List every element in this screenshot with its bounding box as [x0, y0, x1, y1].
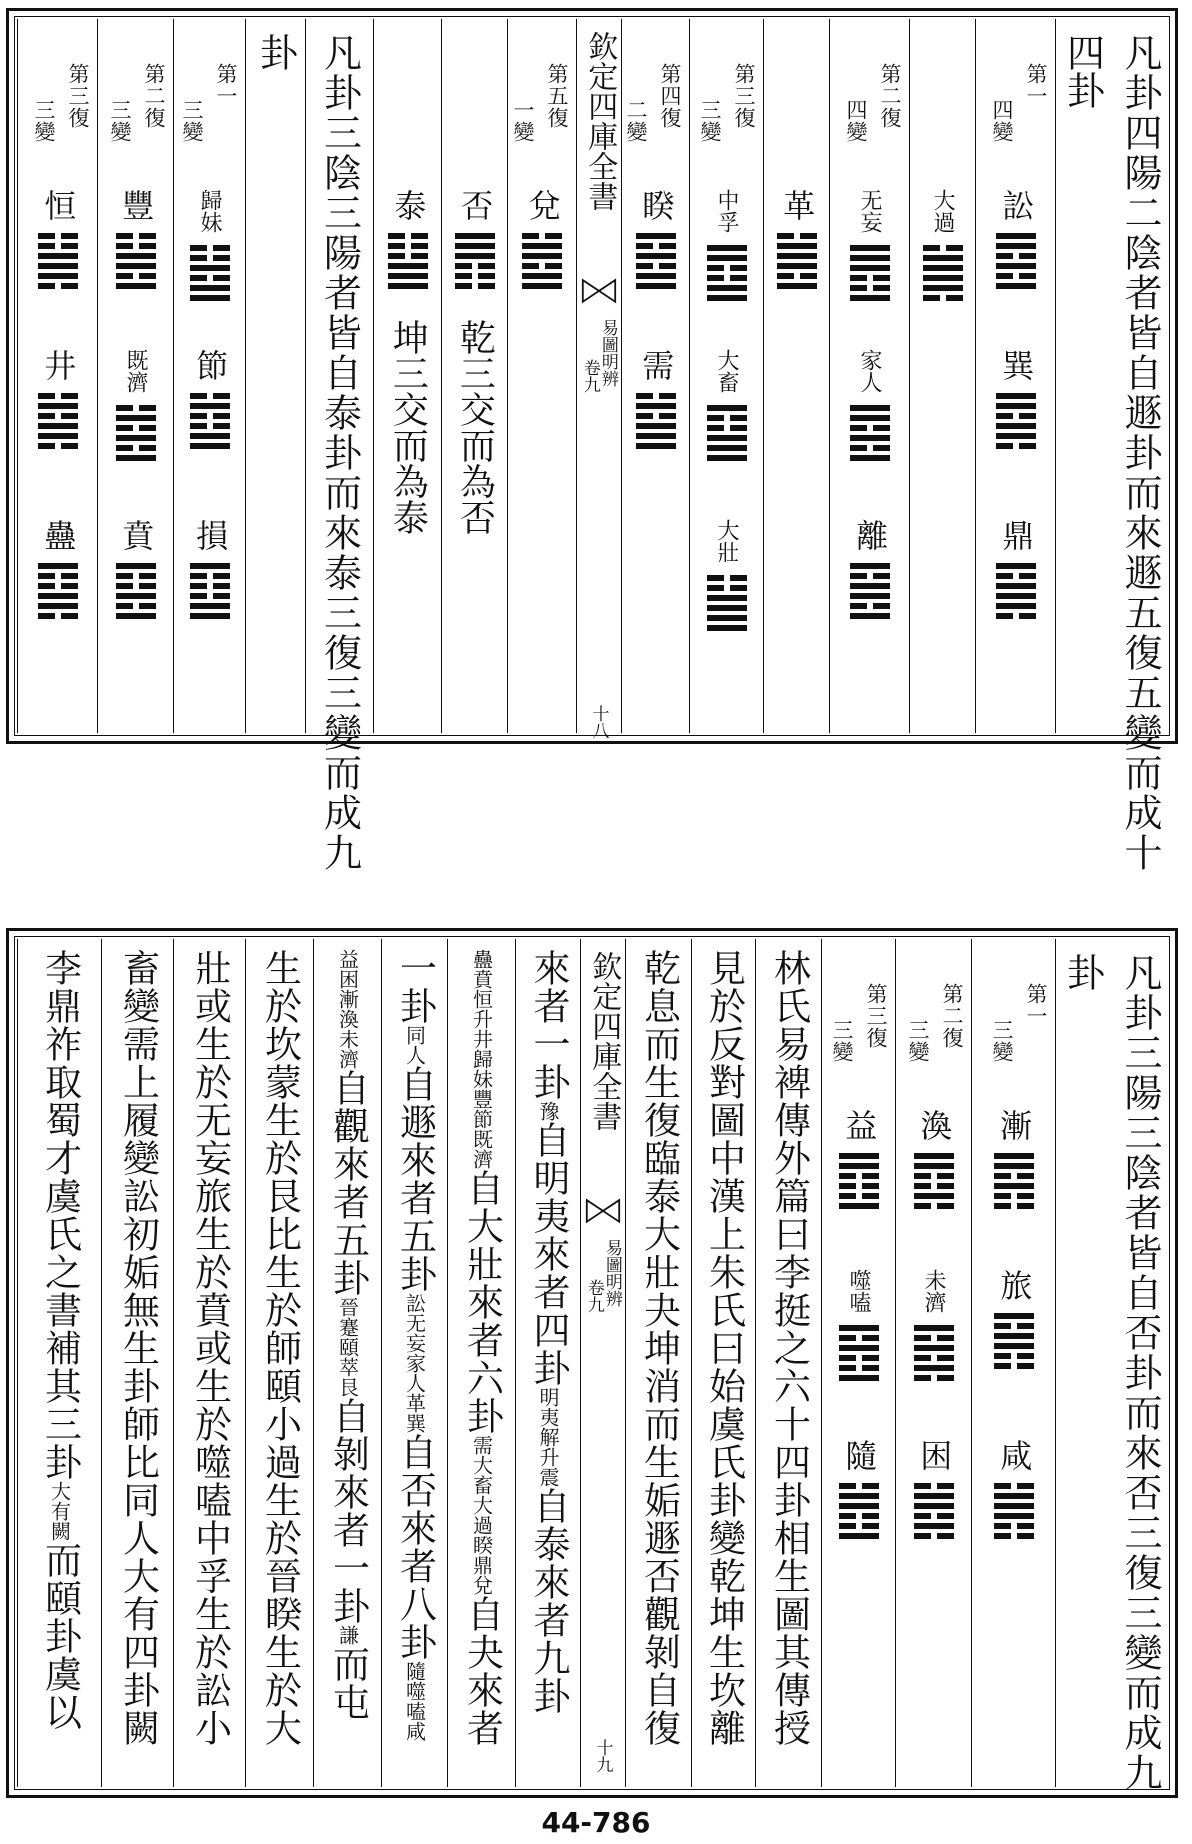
- hexagram-name: 大過: [930, 189, 956, 233]
- bottom-col-12-b: 自觀來者五卦: [326, 1069, 370, 1297]
- hexagram-name: 困: [915, 1439, 954, 1471]
- change-count-label: 一變: [511, 99, 535, 143]
- hexagram-name: 革: [778, 189, 817, 221]
- hexagram-name: 未濟: [921, 1269, 947, 1313]
- top-col-15: [97, 19, 173, 733]
- top-col-11: [373, 19, 441, 733]
- hexagram-icon: [38, 563, 78, 623]
- hexagram-name: 大壯: [714, 519, 740, 563]
- bottom-col-16-text: [40, 949, 80, 1731]
- top-col-10: [441, 19, 507, 733]
- change-count-label: 三變: [990, 1019, 1014, 1063]
- hexagram-name: 咸: [995, 1439, 1034, 1471]
- bottom-col-10-text: [462, 949, 502, 1747]
- top-col-9: [507, 19, 576, 733]
- bottom-col-10-c: 自夬來者: [460, 1595, 504, 1747]
- hexagram-name: 否: [456, 189, 495, 221]
- bottom-col-7: [691, 939, 755, 1787]
- top-col-14: [173, 19, 245, 733]
- top-col-8: [621, 19, 689, 733]
- bottom-col-12-d: 而屯: [326, 1645, 370, 1721]
- step-label: 第一: [1024, 983, 1048, 1027]
- hexagram-icon: [850, 405, 890, 465]
- change-count-label: 四變: [990, 99, 1014, 143]
- bottom-col-14-text: 壯或生於无妄旅生於賁或生於噬嗑中孚生於訟小: [188, 949, 232, 1747]
- step-label: 第三復: [732, 63, 756, 129]
- hexagram-name: 損: [191, 519, 230, 551]
- bottom-col-13: [245, 939, 313, 1787]
- change-count-label: 三變: [180, 99, 204, 143]
- change-count-label: 三變: [698, 99, 722, 143]
- hexagram-name: 巽: [997, 349, 1036, 381]
- step-label: 第一: [214, 63, 238, 107]
- step-label: 第二復: [142, 63, 166, 129]
- hexagram-icon: [994, 1313, 1034, 1373]
- hexagram-name: 无妄: [857, 189, 883, 233]
- hexagram-name: 中孚: [714, 189, 740, 233]
- hexagram-name: 豐: [117, 189, 156, 221]
- hexagram-name: 需: [637, 349, 676, 381]
- top-col-2-head: 四卦: [1060, 33, 1105, 109]
- top-col-13-head: 卦: [253, 33, 298, 71]
- bottom-col-3: [971, 939, 1055, 1787]
- bottom-col-2-head: 卦: [1060, 953, 1105, 991]
- step-label: 第二復: [878, 63, 902, 129]
- bottom-col-11-b: 自遯來者五卦: [393, 1065, 437, 1293]
- hexagram-name: 家人: [857, 349, 883, 393]
- bottom-col-9-a: 來者一卦: [526, 949, 570, 1101]
- top-col-12-text: 凡卦三陰三陽者皆自泰卦而來泰三復三變而成九: [317, 33, 362, 873]
- bottom-center-page: 十九: [592, 1739, 613, 1773]
- bottom-col-6: [755, 939, 821, 1787]
- hexagram-icon: [777, 233, 817, 293]
- hexagram-icon: [850, 245, 890, 305]
- top-col-5: [829, 19, 909, 733]
- change-count-label: 三變: [32, 99, 56, 143]
- top-col-1: [1109, 19, 1171, 873]
- hexagram-icon: [994, 1483, 1034, 1543]
- top-col-2: [1055, 19, 1109, 733]
- hexagram-name: 漸: [995, 1109, 1034, 1141]
- change-count-label: 三變: [830, 1019, 854, 1063]
- hexagram-name: 睽: [637, 189, 676, 221]
- hexagram-icon: [707, 405, 747, 465]
- hexagram-icon: [116, 563, 156, 623]
- step-label: 第四復: [658, 63, 682, 129]
- change-count-label: 三變: [108, 99, 132, 143]
- hexagram-icon: [839, 1325, 879, 1385]
- bottom-col-2: [1055, 939, 1109, 1787]
- hexagram-name: 大畜: [714, 349, 740, 393]
- top-col-13: [245, 19, 305, 733]
- bottom-col-13-text: 生於坎蒙生於艮比生於師頤小過生於晉睽生於大: [258, 949, 302, 1747]
- hexagram-icon: [707, 575, 747, 635]
- step-label: 第三復: [864, 983, 888, 1049]
- hexagram-name: 賁: [117, 519, 156, 551]
- hexagram-name: 旅: [995, 1269, 1034, 1301]
- bottom-col-15: [101, 939, 173, 1787]
- top-col-6: [763, 19, 829, 733]
- bottom-col-8: [625, 939, 691, 1787]
- hexagram-icon: [522, 233, 562, 293]
- hexagram-name: 噬嗑: [846, 1269, 872, 1313]
- bottom-col-4: [895, 939, 971, 1787]
- hexagram-icon: [707, 245, 747, 305]
- bottom-col-16: [17, 939, 101, 1787]
- hexagram-icon: [190, 245, 230, 305]
- bottom-col-6-text: 林氏易裨傳外篇曰李挺之六十四卦相生圖其傳授: [767, 949, 811, 1747]
- hexagram-icon: [38, 233, 78, 293]
- bottom-col-9-note-1: 豫: [535, 1101, 560, 1121]
- top-fishtail-icon: [581, 273, 617, 307]
- top-center-column: [576, 19, 621, 739]
- page-number: 44-786: [541, 1806, 651, 1839]
- hexagram-icon: [996, 233, 1036, 293]
- bottom-col-12-note-3: 謙: [335, 1625, 360, 1645]
- hexagram-name: 訟: [997, 189, 1036, 221]
- hexagram-icon: [996, 563, 1036, 623]
- hexagram-icon: [116, 233, 156, 293]
- hexagram-name: 蠱: [39, 519, 78, 551]
- change-count-label: 三變: [906, 1019, 930, 1063]
- hexagram-name: 既濟: [123, 349, 149, 393]
- top-page: [6, 8, 1178, 873]
- bottom-center-column: [580, 939, 625, 1787]
- hexagram-icon: [839, 1483, 879, 1543]
- hexagram-icon: [923, 245, 963, 305]
- hexagram-name: 鼎: [997, 519, 1036, 551]
- bottom-center-volume: 卷九: [583, 1279, 604, 1313]
- bottom-col-12: [313, 939, 381, 1787]
- hexagram-icon: [996, 393, 1036, 453]
- bottom-col-7-text: 見於反對圖中漢上朱氏曰始虞氏卦變乾坤生坎離: [702, 949, 746, 1747]
- bottom-col-12-note-2: 晉蹇頤萃艮: [335, 1297, 360, 1397]
- bottom-col-10-note-2: 需大畜大過睽鼎兌: [469, 1435, 494, 1595]
- hexagram-icon: [455, 233, 495, 293]
- bottom-col-1: [1109, 939, 1171, 1793]
- bottom-col-12-c: 自剝來者一卦: [326, 1397, 370, 1625]
- change-count-label: 四變: [844, 99, 868, 143]
- hexagram-icon: [636, 393, 676, 453]
- bottom-col-12-note-0: 益困漸渙未濟: [335, 949, 360, 1069]
- bottom-col-11-a: 一卦: [393, 949, 437, 1025]
- hexagram-name: 離: [851, 519, 890, 551]
- bottom-col-9-note-2: 明夷解升震: [535, 1387, 560, 1487]
- hexagram-icon: [190, 563, 230, 623]
- hexagram-icon: [839, 1153, 879, 1213]
- bottom-col-16-a: 李鼎祚取蜀才虞氏之書補其三卦: [38, 949, 82, 1481]
- top-col-3: [975, 19, 1055, 733]
- hexagram-icon: [914, 1483, 954, 1543]
- hexagram-name: 渙: [915, 1109, 954, 1141]
- hexagram-comment: 坤三交而為泰: [387, 319, 429, 535]
- bottom-col-1-text: 凡卦三陽三陰者皆自否卦而來否三復三變而成九: [1118, 953, 1162, 1793]
- top-col-4: [909, 19, 975, 733]
- hexagram-name: 兌: [523, 189, 562, 221]
- bottom-col-15-text: 畜變需上履變訟初姤無生卦師比同人大有四卦闕: [116, 949, 160, 1747]
- bottom-col-9-c: 自泰來者九卦: [526, 1487, 570, 1715]
- bottom-col-9: [515, 939, 580, 1787]
- step-label: 第五復: [545, 63, 569, 129]
- hexagram-name: 益: [840, 1109, 879, 1141]
- hexagram-icon: [914, 1325, 954, 1385]
- top-center-volume: 卷九: [579, 359, 600, 393]
- hexagram-icon: [850, 563, 890, 623]
- bottom-col-11-note-3: 隨噬嗑咸: [402, 1661, 427, 1741]
- bottom-fishtail-icon: [585, 1193, 621, 1227]
- hexagram-icon: [914, 1153, 954, 1213]
- bottom-center-book: 易圖明辨: [601, 1239, 622, 1307]
- top-center-book: 易圖明辨: [597, 319, 618, 387]
- change-count-label: 二變: [624, 99, 648, 143]
- hexagram-icon: [38, 393, 78, 453]
- bottom-col-9-b: 自明夷來者四卦: [526, 1121, 570, 1387]
- hexagram-name: 隨: [840, 1439, 879, 1471]
- hexagram-name: 歸妹: [197, 189, 223, 233]
- top-center-title: 欽定四庫全書: [582, 31, 618, 211]
- bottom-col-11-note-2: 訟无妄家人革巽: [402, 1293, 427, 1433]
- top-center-page: 十八: [588, 705, 609, 739]
- bottom-col-16-b: 而頤卦虞以: [38, 1541, 82, 1731]
- hexagram-name: 泰: [389, 189, 428, 221]
- bottom-col-11-note-1: 同人: [402, 1025, 427, 1065]
- bottom-page: [6, 928, 1178, 1798]
- bottom-col-10-note-0: 蠱賁恒升井歸妹豐節既濟: [469, 949, 494, 1169]
- bottom-col-12-text: [328, 949, 368, 1721]
- top-col-16: [17, 19, 97, 733]
- hexagram-comment: 乾三交而為否: [454, 319, 496, 535]
- bottom-col-11-text: [395, 949, 435, 1741]
- hexagram-icon: [190, 393, 230, 453]
- hexagram-name: 恒: [39, 189, 78, 221]
- hexagram-icon: [388, 233, 428, 293]
- bottom-center-title: 欽定四庫全書: [586, 951, 622, 1131]
- hexagram-icon: [636, 233, 676, 293]
- step-label: 第三復: [66, 63, 90, 129]
- bottom-col-5: [821, 939, 895, 1787]
- bottom-col-10-b: 自大壯來者六卦: [460, 1169, 504, 1435]
- hexagram-icon: [116, 405, 156, 465]
- bottom-col-8-text: 乾息而生復臨泰大壯夬坤消而生姤遯否觀剝自復: [637, 949, 681, 1747]
- bottom-col-9-text: [528, 949, 568, 1715]
- top-col-7: [689, 19, 763, 733]
- hexagram-name: 節: [191, 349, 230, 381]
- bottom-col-11: [381, 939, 447, 1787]
- bottom-col-11-c: 自否來者八卦: [393, 1433, 437, 1661]
- bottom-col-10: [447, 939, 515, 1787]
- top-col-1-text: 凡卦四陽二陰者皆自遯卦而來遯五復五變而成十: [1118, 33, 1162, 873]
- step-label: 第二復: [940, 983, 964, 1049]
- hexagram-name: 井: [39, 349, 78, 381]
- bottom-col-14: [173, 939, 245, 1787]
- top-col-12: [305, 19, 373, 873]
- bottom-col-16-note-1: 大有闕: [47, 1481, 72, 1541]
- hexagram-icon: [994, 1153, 1034, 1213]
- step-label: 第一: [1024, 63, 1048, 107]
